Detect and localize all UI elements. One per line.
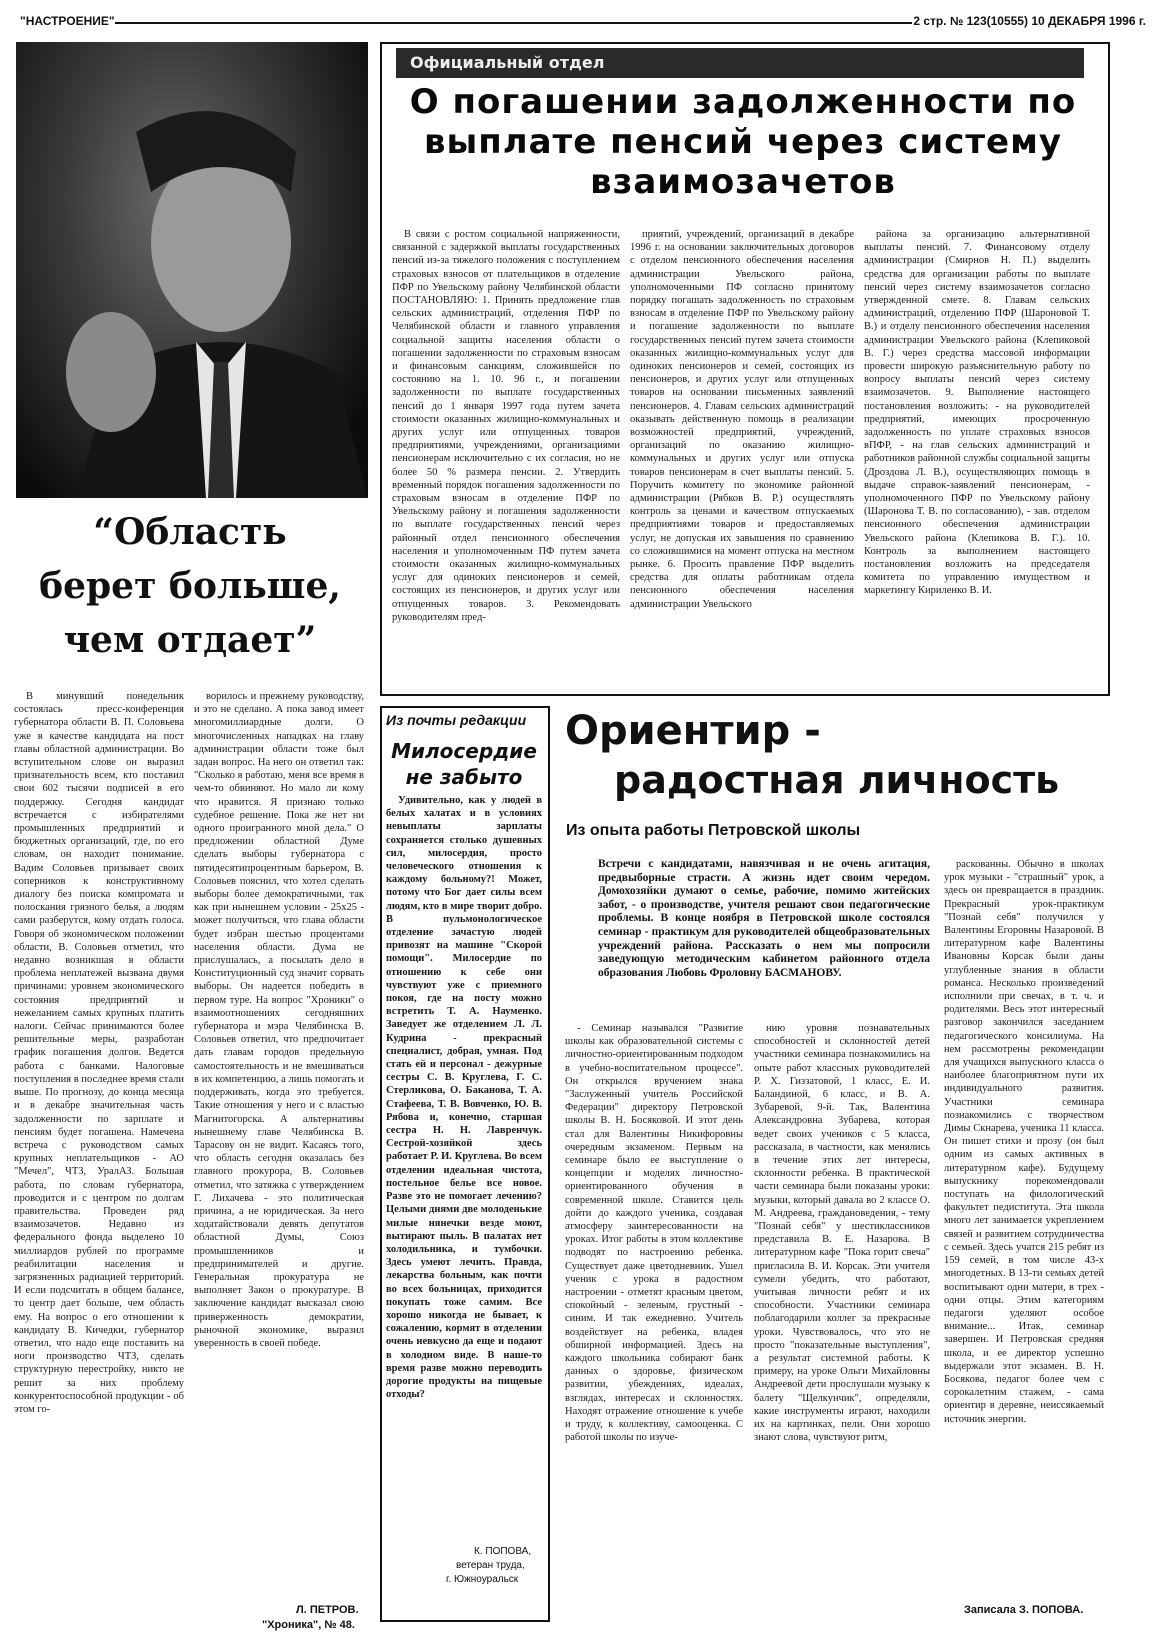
- press-conference-col1: В минувший понедельник состоялась пресс-конференция губернатора области В. П. Соловьева уже в качестве кандидата на пост главы областной администрации. Во вступительном слове он выразил признательность всем, кто поставил свои 602 тысячи подписей в его поддержку. Сегодня кандидат встречается с избирателями промышленных предприятий и бюджетных организаций, где, по его словам, он находит понимание. Вадим Соловьев призывает своих соперников к конструктивному диалогу без поиска компромата и полоскания грязного белья, а людям сами разберутся, кому отдать голоса. Говоря об экономическом положении области, В. Соловьев отметил, что недавно возникшая в области проблема неплатежей вызвана двумя причинами: уровнем экономического состояния предприятий и нежеланием самых крупных платить налоги. Сейчас принимаются более решительные меры, разработан график погашения долгов. Ведется работа с банками. Налоговые поступления в последнее время стали выше. По прогнозу, до конца месяца и в декабре значительная часть задолженности по зарплате и пенсиям будет погашена. Намечена встреча с руководством самых крупных неплательщиков - АО "Мечел", ЧТЗ, УралАЗ. Большая работа, по словам губернатора, проводится и с центром по долгам правительства. Проведен ряд взаимозачетов. Недавно из федерального фонда выделено 10 миллиардов рублей по программе реабилитации населения и загрязненных радиацией территорий. И если подсчитать в общем балансе, то центр дает больше, чем область ему. На вопрос о его отношении к кандидату В. Кичедки, губернатор ответил, что надо еще поставить на ноги производство ЧТЗ, сделать структурную перестройку, никто не решит за них проблему конкурентоспособной продукции - об этом го-: [14, 691, 184, 1415]
- official-title: О погашении задолженности по выплате пенсий через систему взаимозачетов: [409, 82, 1077, 202]
- section-label: "НАСТРОЕНИЕ": [20, 14, 115, 28]
- mail-title: Милосердие не забыто: [391, 739, 537, 789]
- official-col2: приятий, учреждений, организаций в декабре 1996 г. на основании заключительных договоров с отделом пенсионного обеспечения населения администрации Увельского района, уполномоченными ПФ согласно принятому порядку погашать задолженность по страховым взносам в отделение ПФР по Увельскому району и погашение задолженности по выплате государственных пенсий путем зачета стоимости оказанных жилищно-коммунальных услуг для одиноких пенсионеров и семей, состоящих из пенсионеров, и других услуг или отпущенных товаров на основании письменных заявлений пенсионеров. 4. Главам сельских администраций оказывать действенную помощь в реализации возможностей предприятий, учреждений, организаций по оказанию жилищно-коммунальных и других услуг или отпуска товаров пенсионерам в счет выплаты пенсий. 5. Поручить комитету по экономике районной администрации (Рябков В. Р.) осуществлять контроль за ценами и качеством отпускаемых предприятиями товаров и предоставляемых услуг, не допуская их завышения по сравнению со сложившимися на момент отпуска на местном рынке. 6. Просить правление ПФР выделить средства для оплаты работникам отдела пенсионного обеспечения населения администрации Увельского: [630, 229, 854, 610]
- orient-lead: Встречи с кандидатами, навязчивая и не очень агитация, предвыборные страсти. А жизнь идет своим чередом. Домохозяйки думают о семье, рабочие, помимо житейских забот, - о производстве, учителя решают свои педагогические проблемы. В конце ноября в Петровской школе состоялся семинар - практикум для руководителей общеобразовательных учреждений района. Рассказать о нем мы попросили заведующую методическим кабинетом районного отдела образования Любовь Фроловну БАСМАНОВУ.: [598, 858, 930, 979]
- official-col3: района за организацию альтернативной выплаты пенсий. 7. Финансовому отделу администрации (Смирнов Н. П.) выделить средства для организации работы по выплате пенсий через систему взаимозачетов согласно утвержденной смете. 8. Главам сельских администраций, отделению ПФР (Шароновой Т. В.) и отделу пенсионного обеспечения населения администрации Увельского района (Клепиковой В. Г.) через средства массовой информации провести широкую разъяснительную работу по вопросу выплаты пенсий через систему взаимозачетов. 9. Выполнение настоящего постановления возложить: - на руководителей предприятий, имеющих просроченную задолженность по уплате страховых взносов вПФР, - на глав сельских администраций и работников районной службы социальной защиты (Дроздова Л. В.), осуществляющих помощь в выдаче справок-заявлений пенсионерам, - уполномоченного ПФР по Увельскому району (Шаронова Т. В. по согласованию), - зав. отделом пенсионного обеспечения администрации Увельского района (Клепикова В. Г.). 10. Контроль за выполнением настоящего постановления возложить на председателя комитета по управлению имуществом и маркетингу Кириленко В. И.: [864, 229, 1090, 597]
- orient-title-line2: радостная личность: [614, 758, 1060, 802]
- press-conference-col2: ворилось и прежнему руководству, и это не сделано. А пока завод имеет многомиллиардные долги. О многочисленных нападках на главу администрации области тоже был задан вопрос. На него он ответил так: "Сколько я работаю, меня все время в чем-то обвиняют. Но мало ли кому что нравится. Я признаю только судебное решение. Пока же нет ни одного проигранного мной дела." О предложении областной Думе сделать выборы губернатора с пятидесятипроцентным барьером, В. Соловьев пояснил, что хотел сделать выборы более демократичными, так как при нынешнем условии - 25х25 - может получиться, что глава области будет избран шестью процентами населения области. Дума не прислушалась, а посылать дело в Конституционный суд значит сорвать выборы. Он надеется победить в первом туре. На вопрос "Хроники" о взаимоотношениях сегодняшних губернатора и мэра Челябинска В. Соловьев ответил, что предпочитает дать главам городов предельную самостоятельность и не вмешиваться в их компетенцию, а лишь помогать и поддерживать, когда это требуется. Такие отношения у него и с властью Магнитогорска. А альтернативы нынешнему главе Челябинска В. Тарасову он не видит. Касаясь того, что область сегодня оказалась без главного прокурора, В. Соловьев отметил, что затяжка с утверждением Г. Лихачева - это политическая причина, а не юридическая. За него ходатайствовали девять депутатов областной Думы, Союз промышленников и предпринимателей и другие. Генеральная прокуратура не выполняет Закон о прокуратуре. В заключение кандидат высказал свою приверженность демократии, рыночной экономике, выразил уверенность в своей победе.: [194, 691, 364, 1349]
- orient-col3: раскованны. Обычно в школах урок музыки - "страшный" урок, а здесь он превращается в праздник. Прекрасный урок-практикум "Познай себя" получился у Валентины Егоровны Назаровой. В литературном кафе Валентины Ивановны Корсак были даны углубленные знания в области романса. Несколько произведений исполнили при свечах, в т. ч. и родителями. Весь этот интересный разговор закончился заседанием педагогического консилиума. На нем рассмотрены рекомендации для учащихся выпускного класса о наиболее благоприятном пути их индивидуального развития. Участники семинара познакомились с творчеством Димы Скнарева, ученика 11 класса. Он пишет стихи и прозу (он был одним из самых активных в литературном кафе). Будущему выпускнику порекомендовали поступать на филологический факультет педиститута. Эта школа много лет занимается укреплением связей и развитием сотрудничества с семьей. Здесь учатся 215 ребят из 159 семей, в том числе 43-х многодетных. В 13-ти семьях детей воспитывают одни матери, в трех - одни отцы. Этим категориям педагоги уделяют особое внимание... Итак, семинар завершен. И Петровская средняя школа, и ее директор успешно выдержали этот экзамен. В. Н. Босякова, педагог более чем с сорокалетним стажем, - сама ориентир в деревне, неиссякаемый источник энергии.: [944, 859, 1104, 1425]
- orient-col2: нию уровня познавательных способностей и склонностей детей участники семинара познакомились на опыте работ классных руководителей Р. Х. Гиззатовой, 1 класс, Е. И. Баландиной, 6 класс, и В. А. Зубаревой, 9-й. Так, Валентина Александровна Зубарева, которая ведет своих учеников с 5 класса, рассказала, в частности, как менялись в течение этих лет интересы, склонности ребенка. В практической части семинара были показаны уроки: музыки, который давала во 2 классе О. М. Андреева, граждановедения, - тему "Познай себя" у шестиклассников представила В. Е. Назарова. В литературном кафе "Пока горит свеча" пригласила В. И. Корсак. Эти учителя сумели убедить, что работают, учитывая личности ребят и их способности. Участники семинара поблагодарили коллег за прекрасные уроки. Чувствовалось, что это не просто "показательные выступления", а результат системной работы. К примеру, на уроке Ольги Михайловны Андреевой дети прослушали музыку к балету "Щелкунчик", определяли, какие инструменты играют, находили их на картинках, пели. Они хорошо знают слова, чувствуют ритм,: [754, 1023, 930, 1444]
- orient-title-line1: Ориентир -: [565, 708, 821, 754]
- official-label-bar: [396, 48, 1084, 78]
- mail-signature: К. ПОПОВА,: [474, 1546, 532, 1557]
- press-source: "Хроника", № 48.: [262, 1619, 355, 1631]
- mail-signature-note: ветеран труда,: [456, 1560, 525, 1571]
- orient-subtitle: Из опыта работы Петровской школы: [566, 822, 861, 839]
- portrait-photo: [16, 42, 368, 498]
- mail-label: Из почты редакции: [386, 712, 527, 728]
- orient-col1: - Семинар назывался "Развитие школы как образовательной системы с личностно-ориентированным подходом в учебно-воспитательном процессе". Он открылся вручением знака "Заслуженный учитель Российской Федерации" директору Петровской школы В. Н. Босяковой. И этот день стал для Валентины Никифоровны очередным экзаменом. Первым на семинаре было ее выступление о концепции и моделях личностно-ориентированного обучения в современной школе. Ставится цель дойти до каждого ученика, создавая атмосферу заинтересованности на уроках. Итог работы в этом коллективе подводят по настроению ребенка. Существует даже цветодневник. Ушел ученик с урока в радостном настроении - отметят красным цветом, спокойный - зеленым, грустный - синим. И так ежедневно. Учитель воздействует на ребенка, владея обширной информацией. Здесь на каждого школьника собирают банк данных о здоровье, физическом развитии, убеждениях, идеалах, взглядах, интересах и склонностях. Находят отражение отношение к учебе и труду, к коллективу, самооценка. С работой школы по изуче-: [565, 1023, 743, 1444]
- quote-headline: “Область берет больше, чем отдает”: [39, 511, 341, 661]
- issue-info: 2 стр. № 123(10555) 10 ДЕКАБРЯ 1996 г.: [913, 14, 1146, 28]
- mail-text: Удивительно, как у людей в белых халатах и в условиях невыплаты зарплаты сохраняется столько душевных сил, милосердия, просто человеческого отношения к каждому больному?! Может, потому что Бог дает силы всем людям, кто в мире творит добро. В пульмонологическое отделение зачастую людей привозят на машине "Скорой помощи". Милосердие по отношению к себе они чувствуют уже с приемного покоя, где на посту можно встретить Т. А. Науменко. Заведует же отделением Л. Л. Кудрина - прекрасный специалист, добрая, умная. Под стать ей и персонал - дежурные сестры С. В. Круглева, Г. С. Стерликова, О. Баканова, Т. А. Стафеева, Т. В. Вовченко, Ю. В. Рябова и, конечно, старшая сестра Н. Н. Лавренчук. Сестрой-хозяйкой здесь работает Р. И. Круглева. Во всем отделении идеальная чистота, постельное белье все новое. Разве это не помогает лечению? Целыми днями две молоденькие милые нянечки везде моют, вытирают пыль. В палатах нет холодильника, и тумбочки. Здесь умеют лечить. Правда, лекарства больным, как почти во всех больницах, приходится покупать тоже самим. Все хорошо никогда не бывает, к сожалению, кормят в отделении очень невкусно да еще и подают в холодном виде. В наше-то время разве можно переводить дорогие продукты на пищевые отходы?: [386, 795, 542, 1401]
- header-rule: [115, 22, 912, 24]
- official-col1: В связи с ростом социальной напряженности, связанной с задержкой выплаты государственных пенсий из-за тяжелого положения с поступлением страховых взносов от плательщиков в отделение ПФР по Увельскому району Челябинской области ПОСТАНОВЛЯЮ: 1. Принять предложение глав сельских администраций, отделения ПФР по Челябинской области и главного управления социальной защиты населения области о погашении задолженности по страховым взносам и финансовым санкциям, сложившейся по состоянию на 1. 10. 96 г., и погашении задолженности по выплате государственных пенсий до 1 января 1997 года путем зачета стоимости оказанных жилищно-коммунальных и других услуг или отпущенных товаров предприятиями, учреждениями, организациями пенсионерам исключительно с их согласия, но не более 50 % размера пенсии. 2. Утвердить временный порядок погашения задолженности по страховым взносам в отделение ПФР по Увельскому району и погашения задолженности по выплате государственных пенсий через районный отдел пенсионного обеспечения населения и уполномоченным ПФ путем зачета стоимости оказанных жилищно-коммунальных услуг для одиноких пенсионеров и семей, состоящих из пенсионеров, и других услуг или отпущенных товаров. 3. Рекомендовать руководителям пред-: [392, 229, 620, 623]
- press-signature: Л. ПЕТРОВ.: [296, 1604, 359, 1616]
- mail-place: г. Южноуральск: [446, 1574, 519, 1585]
- official-label: Официальный отдел: [410, 53, 605, 72]
- orient-signature: Записала З. ПОПОВА.: [964, 1604, 1084, 1616]
- portrait-figure: [16, 42, 368, 498]
